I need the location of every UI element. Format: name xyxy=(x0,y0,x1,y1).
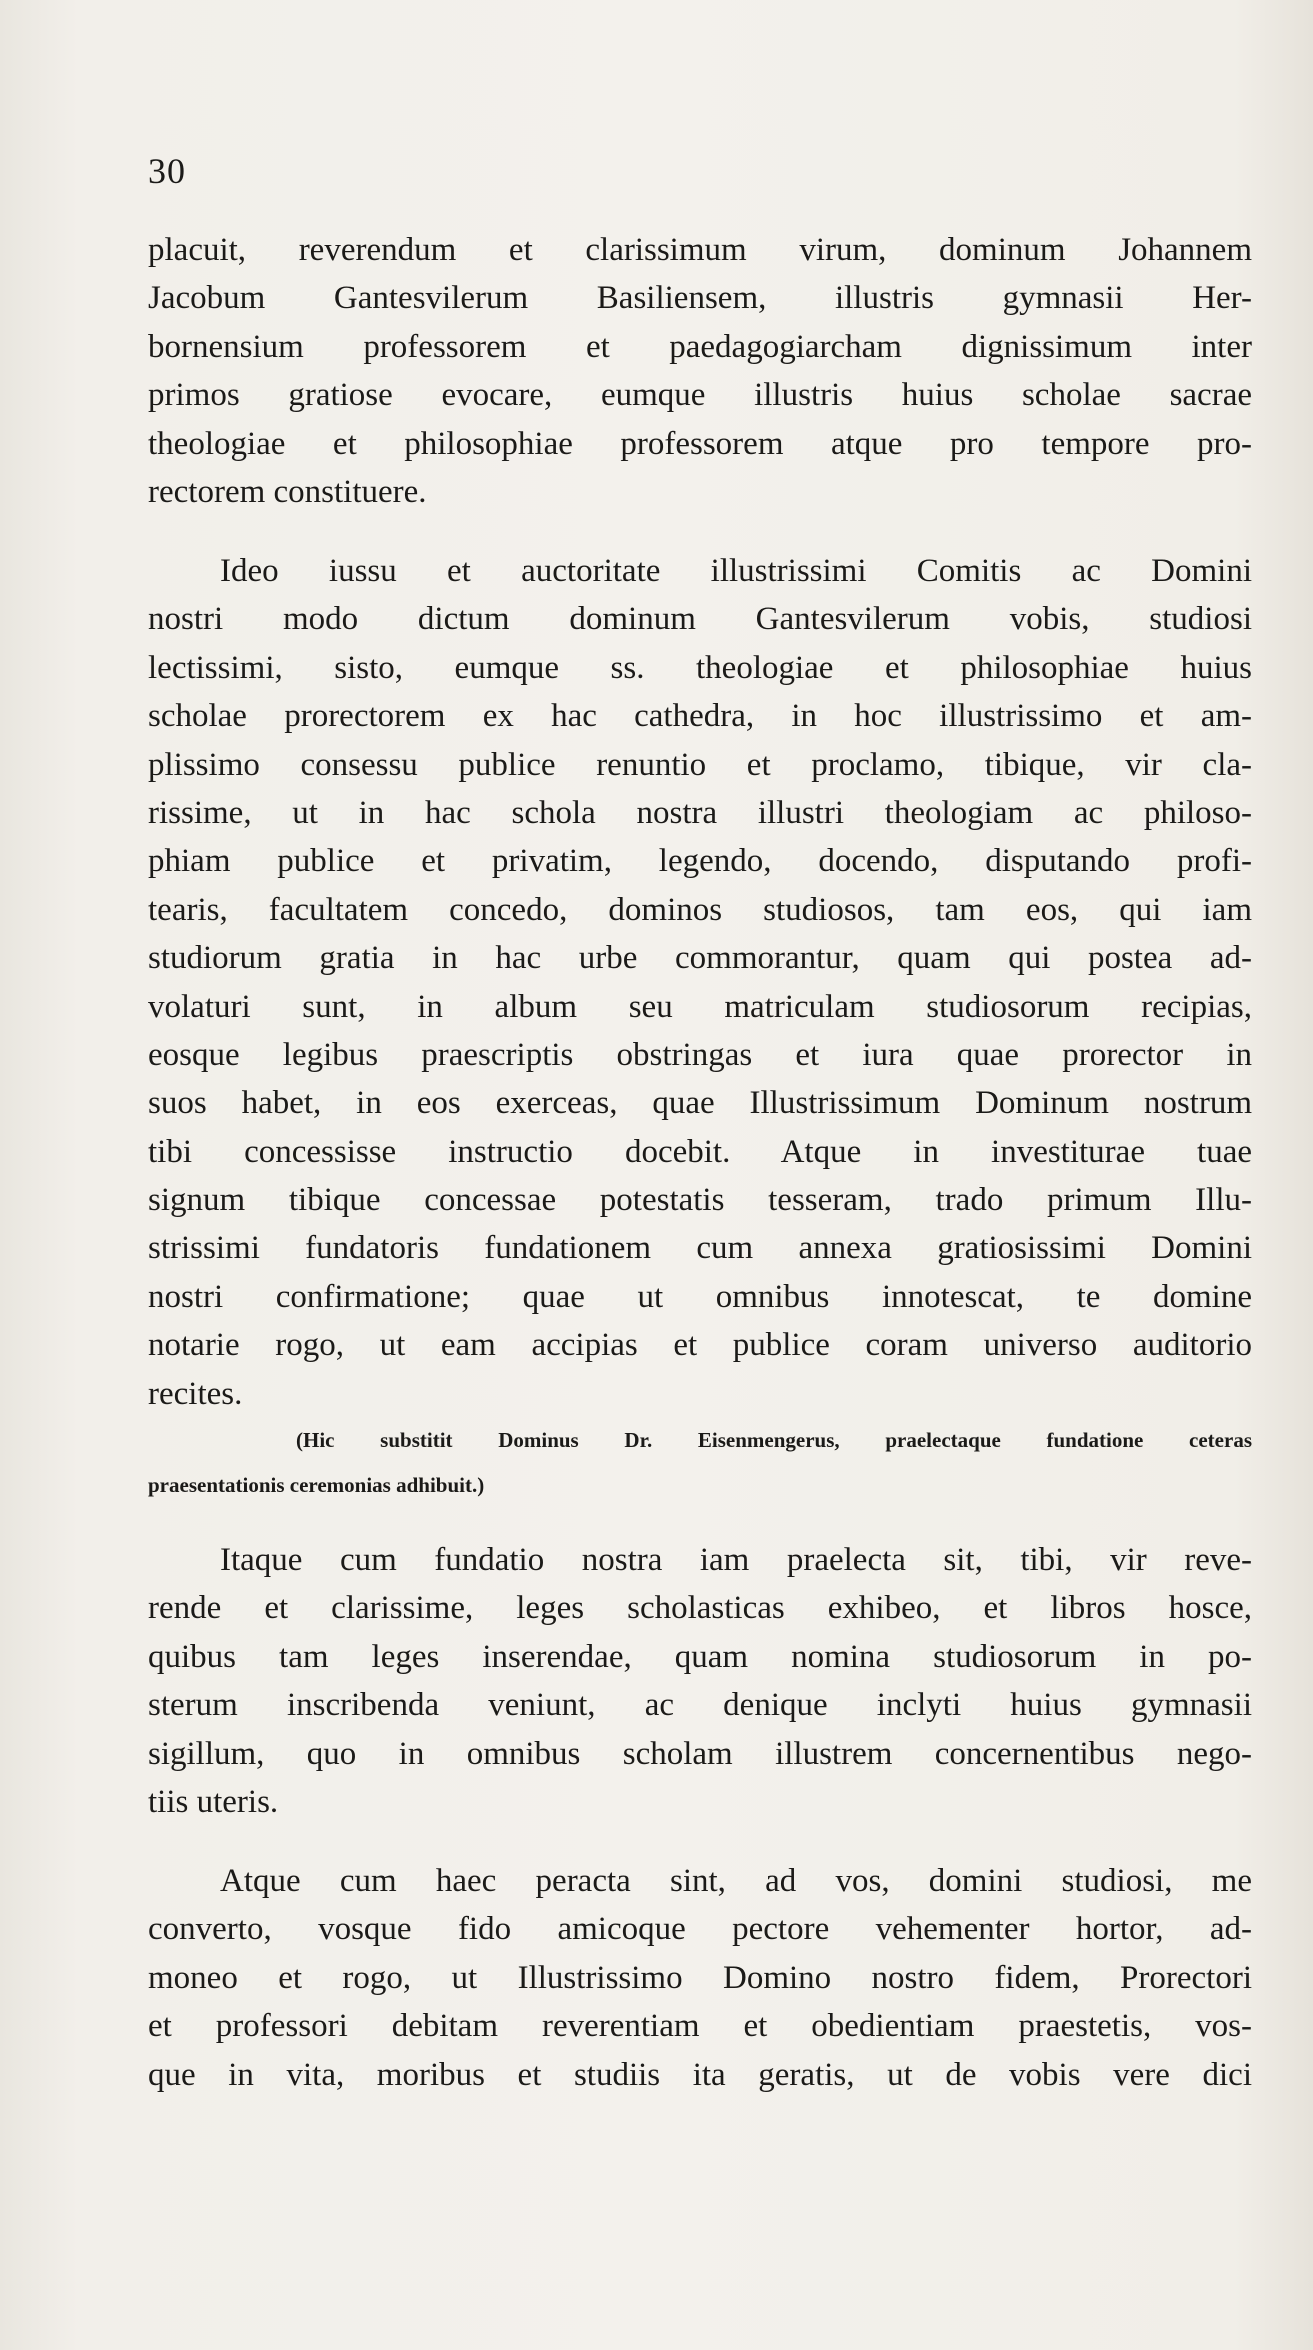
text-line: Itaque cum fundatio nostra iam praelecta sit, tibi, vir reve- xyxy=(220,1542,1252,1578)
text-line: que in vita, moribus et studiis ita geratis, ut de vobis vere dici xyxy=(148,2056,1252,2093)
text-line: bornensium professorem et paedagogiarcham dignissimum inter xyxy=(148,328,1252,365)
text-line: Ideo iussu et auctoritate illustrissimi Comitis ac Domini xyxy=(220,553,1252,589)
text-line: nostri modo dictum dominum Gantesvilerum vobis, studiosi xyxy=(148,601,1252,638)
text-line: signum tibique concessae potestatis tesseram, trado primum Illu- xyxy=(148,1182,1252,1219)
text-line: tearis, facultatem concedo, dominos studiosos, tam eos, qui iam xyxy=(148,891,1252,928)
note-line: (Hic substitit Dominus Dr. Eisenmengerus, praelectaque fundatione ceteras xyxy=(296,1428,1252,1452)
text-line: plissimo consessu publice renuntio et proclamo, tibique, vir cla- xyxy=(148,746,1252,783)
stage-note xyxy=(148,1418,1252,1508)
text-line: rectorem constituere. xyxy=(148,473,427,510)
text-line: studiorum gratia in hac urbe commorantur, quam qui postea ad- xyxy=(148,940,1252,977)
text-line: converto, vosque fido amicoque pectore vehementer hortor, ad- xyxy=(148,1911,1252,1948)
text-line: primos gratiose evocare, eumque illustris huius scholae sacrae xyxy=(148,377,1252,414)
page-number: 30 xyxy=(148,151,186,191)
text-line: quibus tam leges inserendae, quam nomina studiosorum in po- xyxy=(148,1638,1252,1675)
paragraph-3 xyxy=(148,1536,1252,1826)
text-line: rissime, ut in hac schola nostra illustri theologiam ac philoso- xyxy=(148,794,1252,831)
text-line: nostri confirmatione; quae ut omnibus innotescat, te domine xyxy=(148,1278,1252,1315)
text-line: sigillum, quo in omnibus scholam illustrem concernentibus nego- xyxy=(148,1735,1252,1772)
text-line: scholae prorectorem ex hac cathedra, in hoc illustrissimo et am- xyxy=(148,698,1252,735)
text-line: eosque legibus praescriptis obstringas et iura quae prorector in xyxy=(148,1036,1252,1073)
text-line: volaturi sunt, in album seu matriculam studiosorum recipias, xyxy=(148,988,1252,1025)
text-line: theologiae et philosophiae professorem atque pro tempore pro- xyxy=(148,425,1252,462)
text-line: notarie rogo, ut eam accipias et publice coram universo auditorio xyxy=(148,1327,1252,1364)
text-line: phiam publice et privatim, legendo, docendo, disputando profi- xyxy=(148,843,1252,880)
text-line: strissimi fundatoris fundationem cum annexa gratiosissimi Domini xyxy=(148,1230,1252,1267)
text-line: lectissimi, sisto, eumque ss. theologiae et philosophiae huius xyxy=(148,649,1252,686)
paragraph-2 xyxy=(148,547,1252,1418)
text-line: Atque cum haec peracta sint, ad vos, domini studiosi, me xyxy=(220,1863,1252,1899)
text-line: moneo et rogo, ut Illustrissimo Domino nostro fidem, Prorectori xyxy=(148,1959,1252,1996)
text-line: sterum inscribenda veniunt, ac denique inclyti huius gymnasii xyxy=(148,1687,1252,1724)
text-line: recites. xyxy=(148,1375,243,1412)
text-line: tiis uteris. xyxy=(148,1783,279,1820)
text-line: rende et clarissime, leges scholasticas exhibeo, et libros hosce, xyxy=(148,1590,1252,1627)
text-line: et professori debitam reverentiam et obedientiam praestetis, vos- xyxy=(148,2008,1252,2045)
text-line: tibi concessisse instructio docebit. Atque in investiturae tuae xyxy=(148,1133,1252,1170)
note-line: praesentationis ceremonias adhibuit.) xyxy=(148,1473,485,1497)
text-line: placuit, reverendum et clarissimum virum, dominum Johannem xyxy=(148,232,1252,268)
text-line: Jacobum Gantesvilerum Basiliensem, illustris gymnasii Her- xyxy=(148,280,1252,317)
text-line: suos habet, in eos exerceas, quae Illustrissimum Dominum nostrum xyxy=(148,1085,1252,1122)
paragraph-1 xyxy=(148,226,1252,516)
paragraph-4 xyxy=(148,1857,1252,2099)
